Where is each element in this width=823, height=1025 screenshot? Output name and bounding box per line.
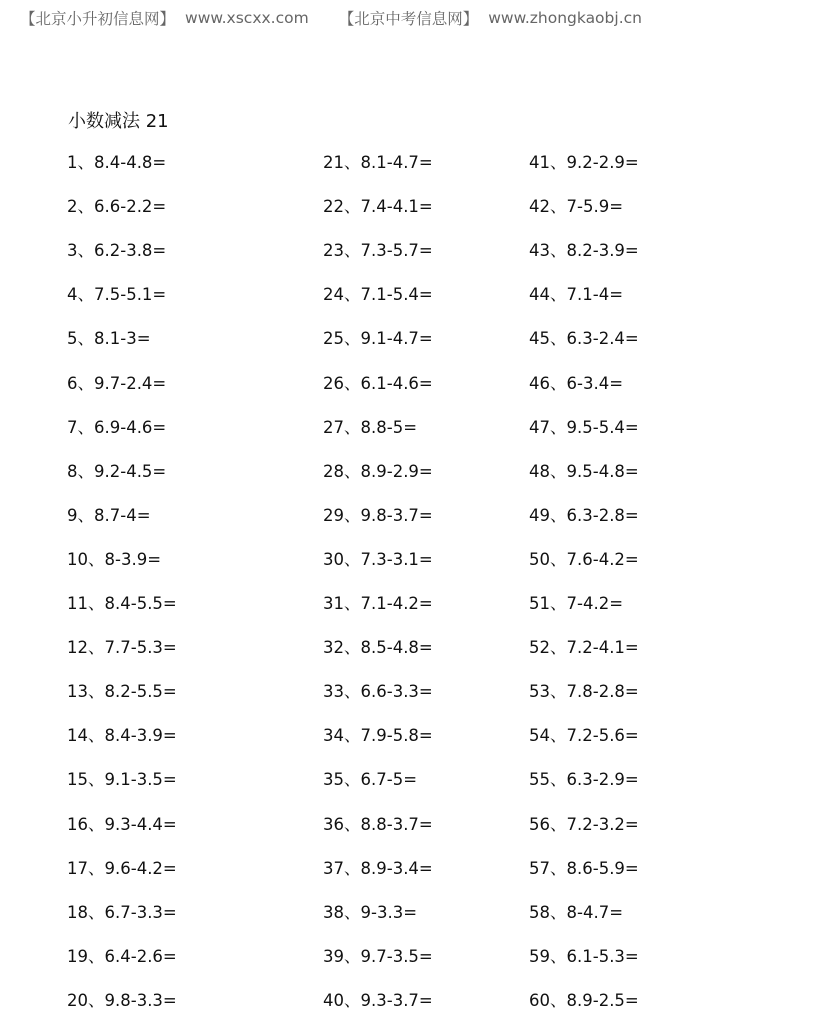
problem-item: 18、6.7-3.3= [67,902,177,922]
problem-item: 48、9.5-4.8= [529,461,639,481]
problem-item: 24、7.1-5.4= [323,285,433,305]
problem-item: 34、7.9-5.8= [323,726,433,746]
problem-item: 36、8.8-3.7= [323,814,433,834]
problem-item: 8、9.2-4.5= [67,461,167,481]
site2-url: www.zhongkaobj.cn [488,9,642,27]
problem-item: 2、6.6-2.2= [67,197,167,217]
problem-item: 46、6-3.4= [529,373,624,393]
problem-item: 14、8.4-3.9= [67,726,177,746]
problem-item: 53、7.8-2.8= [529,682,639,702]
problem-item: 49、6.3-2.8= [529,505,639,525]
problem-item: 19、6.4-2.6= [67,946,177,966]
problem-item: 30、7.3-3.1= [323,549,433,569]
problem-item: 4、7.5-5.1= [67,285,167,305]
problem-item: 29、9.8-3.7= [323,505,433,525]
problem-item: 54、7.2-5.6= [529,726,639,746]
problem-item: 33、6.6-3.3= [323,682,433,702]
problem-item: 41、9.2-2.9= [529,153,639,172]
problem-item: 45、6.3-2.4= [529,329,639,349]
problem-item: 22、7.4-4.1= [323,197,433,217]
problem-item: 10、8-3.9= [67,549,162,569]
problem-item: 25、9.1-4.7= [323,329,433,349]
problem-item: 31、7.1-4.2= [323,594,433,613]
site1-url: www.xscxx.com [185,9,309,27]
problem-item: 47、9.5-5.4= [529,417,639,437]
problem-item: 9、8.7-4= [67,505,151,525]
problem-item: 42、7-5.9= [529,197,624,217]
problem-item: 26、6.1-4.6= [323,373,433,393]
problem-item: 11、8.4-5.5= [67,594,177,613]
problem-item: 60、8.9-2.5= [529,990,639,1010]
worksheet-title: 小数减法 21 [68,111,169,132]
problem-item: 21、8.1-4.7= [323,153,433,172]
problem-item: 13、8.2-5.5= [67,682,177,702]
problem-item: 40、9.3-3.7= [323,990,433,1010]
problem-item: 56、7.2-3.2= [529,814,639,834]
problem-item: 15、9.1-3.5= [67,770,177,790]
problem-item: 39、9.7-3.5= [323,946,433,966]
problem-item: 43、8.2-3.9= [529,241,639,261]
problem-item: 16、9.3-4.4= [67,814,177,834]
problem-item: 20、9.8-3.3= [67,990,177,1010]
problem-item: 3、6.2-3.8= [67,241,167,261]
problem-item: 7、6.9-4.6= [67,417,167,437]
problem-item: 1、8.4-4.8= [67,153,167,172]
problem-item: 28、8.9-2.9= [323,461,433,481]
site2-name: 【北京中考信息网】 [338,10,479,28]
problem-item: 37、8.9-3.4= [323,858,433,878]
problem-item: 27、8.8-5= [323,417,418,437]
problem-item: 12、7.7-5.3= [67,638,177,658]
site1-name: 【北京小升初信息网】 [20,10,176,28]
problem-item: 51、7-4.2= [529,594,624,613]
problem-item: 17、9.6-4.2= [67,858,177,878]
problem-item: 32、8.5-4.8= [323,638,433,658]
problem-item: 59、6.1-5.3= [529,946,639,966]
problem-item: 38、9-3.3= [323,902,418,922]
problem-item: 35、6.7-5= [323,770,418,790]
problem-item: 52、7.2-4.1= [529,638,639,658]
problem-item: 23、7.3-5.7= [323,241,433,261]
problem-item: 44、7.1-4= [529,285,624,305]
problem-item: 57、8.6-5.9= [529,858,639,878]
problem-item: 58、8-4.7= [529,902,624,922]
problem-item: 55、6.3-2.9= [529,770,639,790]
problem-item: 6、9.7-2.4= [67,373,167,393]
problem-item: 50、7.6-4.2= [529,549,639,569]
problem-item: 5、8.1-3= [67,329,151,349]
